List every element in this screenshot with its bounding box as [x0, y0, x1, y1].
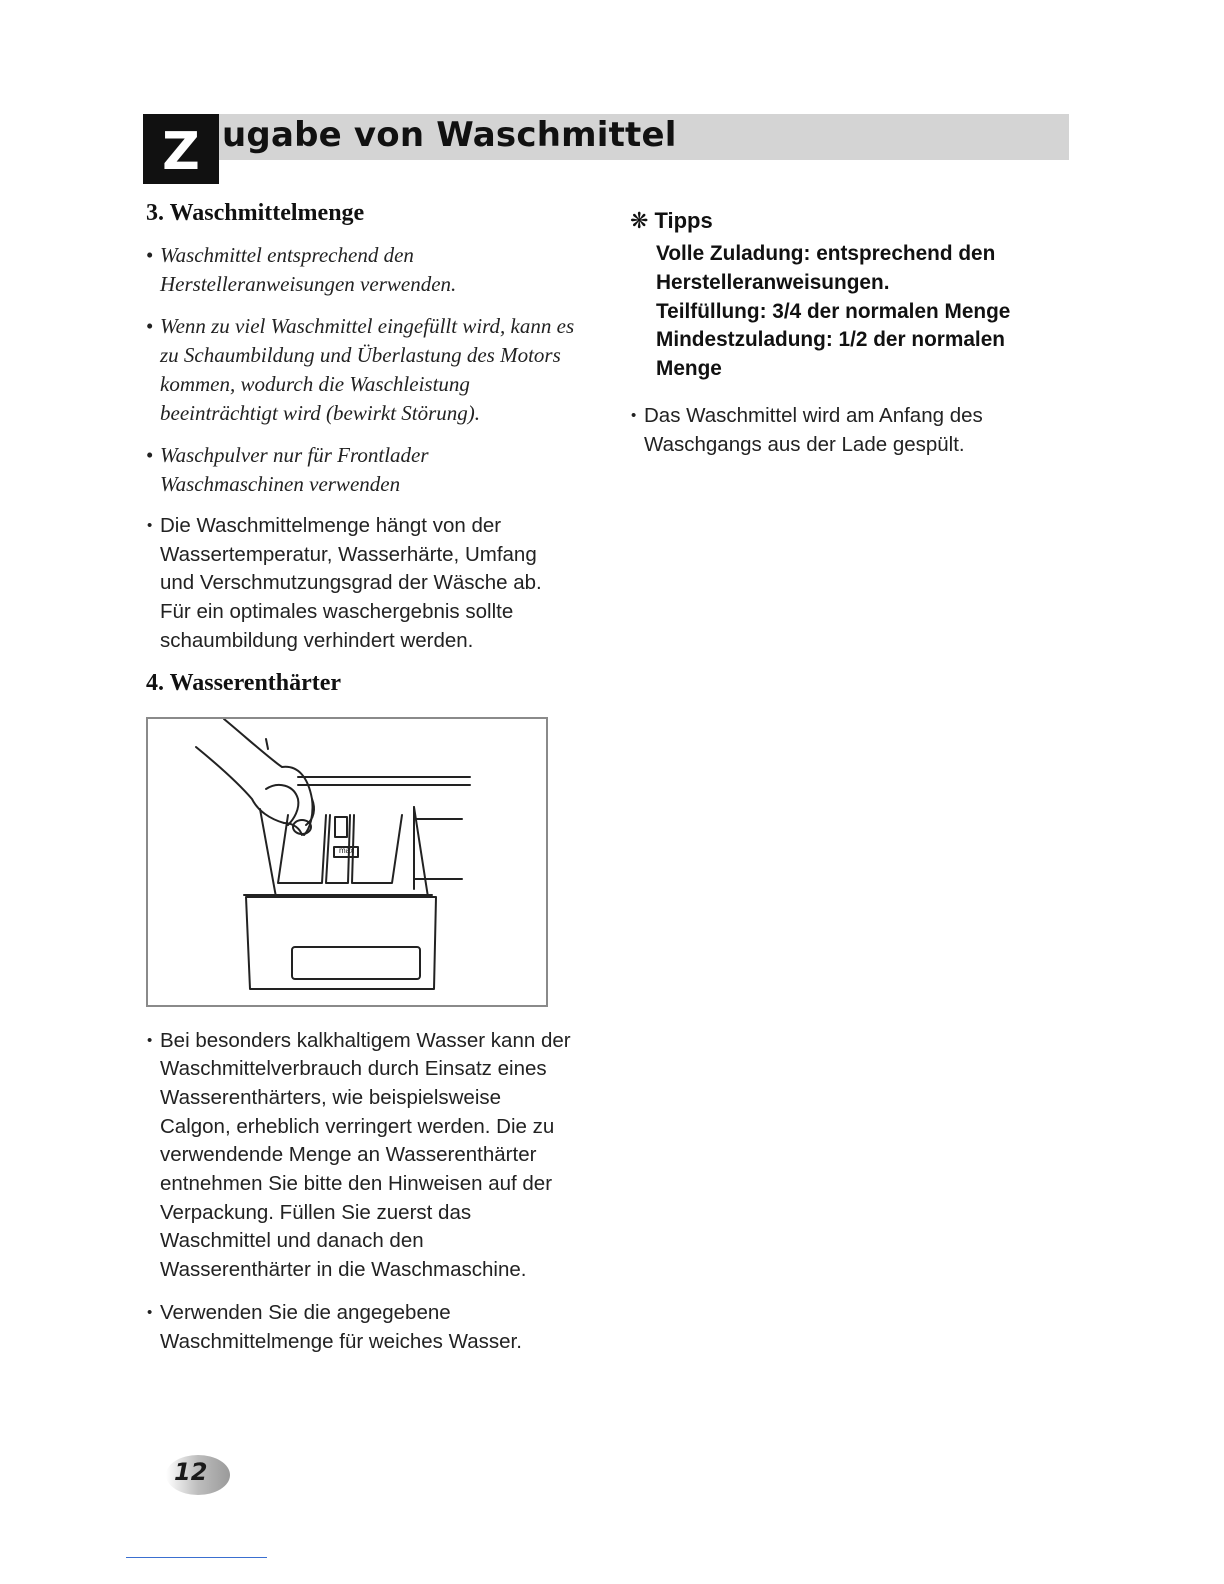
max-label: max — [339, 845, 355, 855]
page-title: ugabe von Waschmittel — [222, 115, 677, 155]
list-item: • Verwenden Sie die angegebene Waschmittelmenge für weiches Wasser. — [146, 1299, 576, 1356]
tips-title: Tipps — [654, 208, 713, 233]
page-number-badge — [150, 1452, 234, 1496]
detergent-amount-list — [146, 512, 576, 656]
list-item: • Waschmittel entsprechend den Herstelleranweisungen verwenden. — [146, 241, 576, 299]
tips-body — [630, 240, 1070, 384]
section-4-heading: 4. Wasserenthärter — [146, 669, 342, 696]
dispenser-drawer-drawing — [148, 719, 546, 1005]
list-item: • Waschpulver nur für Frontlader Waschmaschinen verwenden — [146, 441, 576, 499]
list-item: • Die Waschmittelmenge hängt von der Wassertemperatur, Wasserhärte, Umfang und Verschmutzungsgrad der Wäsche ab. Für ein optimales waschergebnis sollte schaumbildung verhindert werden. — [146, 512, 576, 656]
page-number: 12 — [174, 1458, 208, 1486]
footer-link-line — [126, 1557, 267, 1558]
list-item: • Wenn zu viel Waschmittel eingefüllt wird, kann es zu Schaumbildung und Überlastung des Motors kommen, wodurch die Waschleistung beeinträchtigt wird (bewirkt Störung). — [146, 312, 576, 428]
asterisk-icon: ❋ — [630, 208, 649, 233]
dispenser-illustration — [146, 717, 548, 1007]
softener-list — [146, 1027, 576, 1357]
section-3-heading: 3. Waschmittelmenge — [146, 200, 365, 226]
left-column — [146, 200, 576, 1370]
tips-note-list — [630, 402, 1070, 459]
tip-line: Teilfüllung: 3/4 der normalen Menge — [656, 299, 1011, 323]
list-item: • Das Waschmittel wird am Anfang des Waschgangs aus der Lade gespült. — [630, 402, 1070, 459]
title-initial: Z — [143, 114, 219, 184]
tip-line: Mindestzuladung: 1/2 der normalen Menge — [656, 328, 1005, 381]
detergent-italic-list — [146, 241, 576, 499]
tip-line: Volle Zuladung: entsprechend den Herstelleranweisungen. — [656, 242, 996, 294]
tips-heading — [630, 208, 1070, 234]
list-item: • Bei besonders kalkhaltigem Wasser kann der Waschmittelverbrauch durch Einsatz eines Wasserenthärters, wie beispielsweise Calgon, erheblich verringert werden. Die zu verwendende Menge an Wasserenthärter entnehmen Sie bitte den Hinweisen auf der Verpackung. Füllen Sie zuerst das Waschmittel und danach den Wasserenthärter in die Waschmaschine. — [146, 1027, 576, 1285]
tips-column — [630, 208, 1070, 473]
